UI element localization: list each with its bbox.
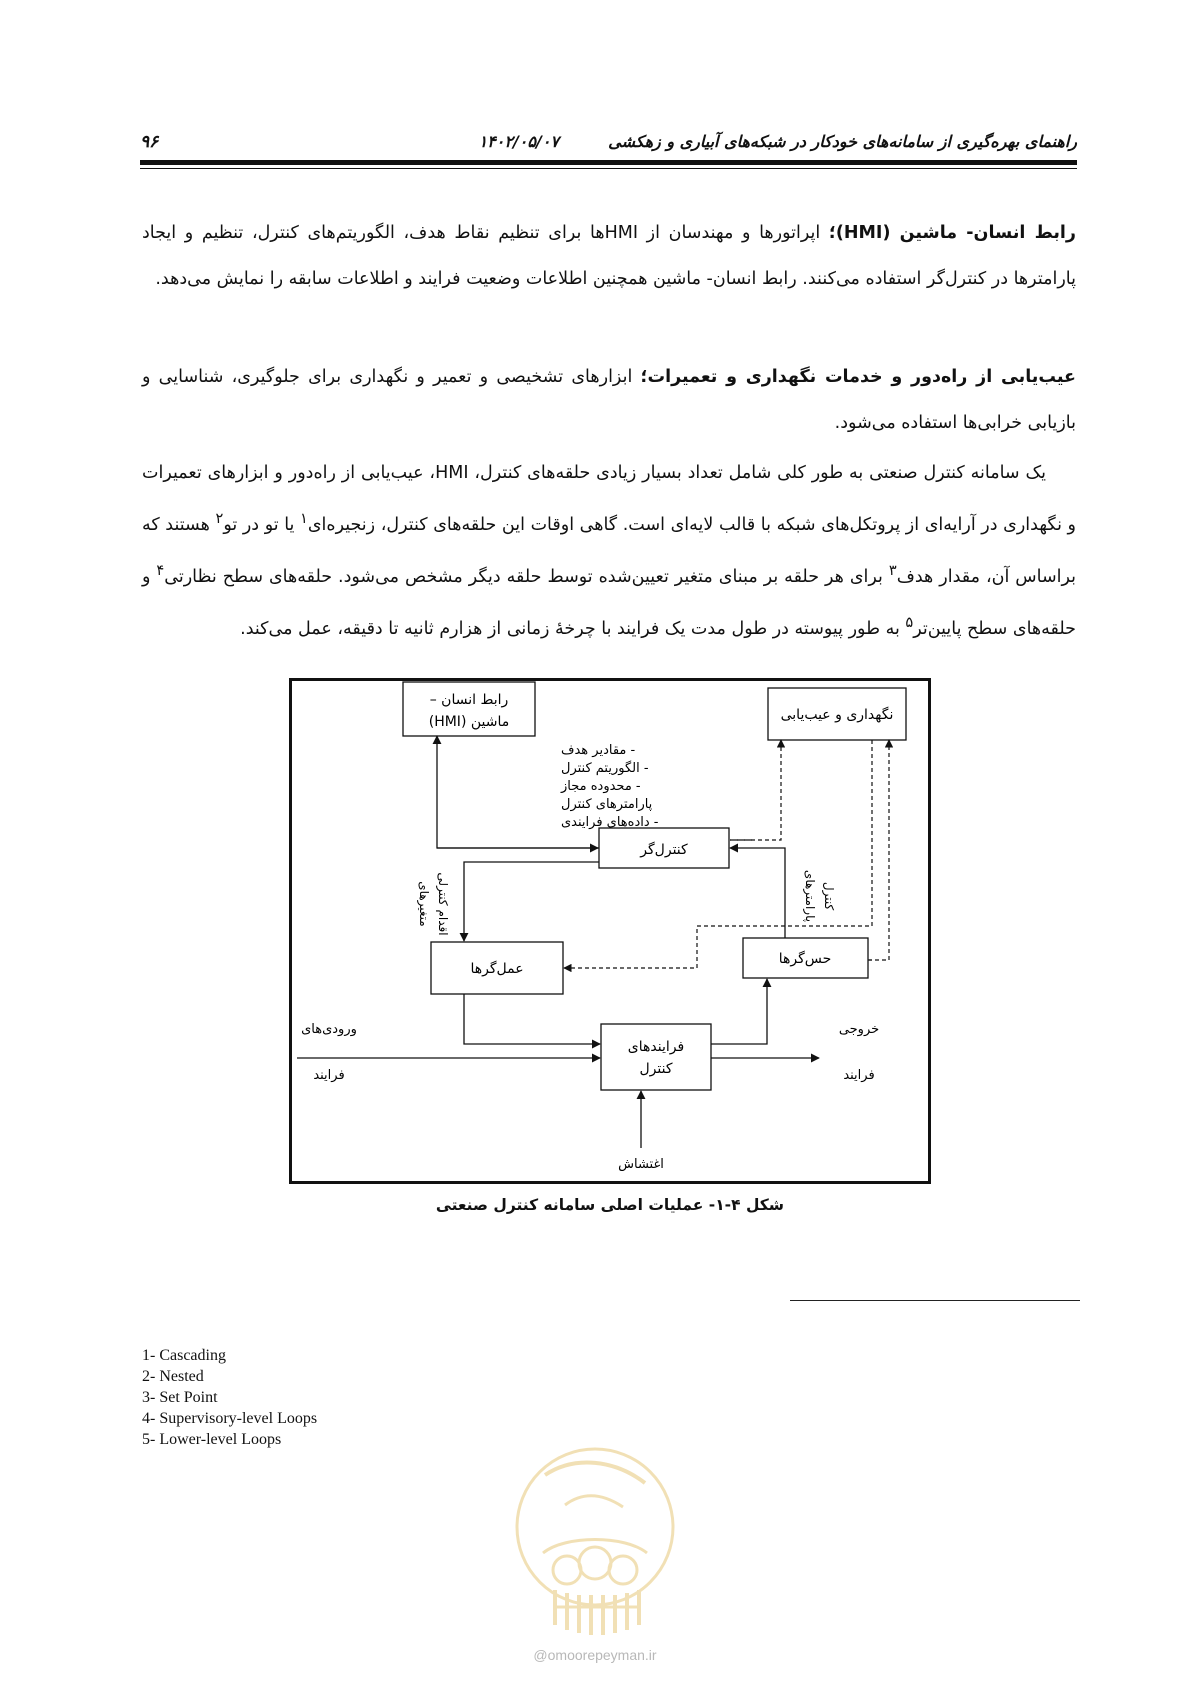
term-remote-diagnostics: عیب‌یابی از راه‌دور و خدمات نگهداری و تعمیرات؛ bbox=[640, 367, 1076, 387]
sensors-box bbox=[743, 938, 868, 978]
footnote-ref-5[interactable]: ۵ bbox=[905, 613, 914, 631]
term-hmi: رابط انسان- ماشین (HMI)؛ bbox=[828, 223, 1076, 243]
footnote-item: 2- Nested bbox=[142, 1368, 204, 1385]
process-box bbox=[601, 1024, 711, 1090]
paragraph-text: به طور پیوسته در طول مدت یک فرایند با چرخهٔ زمانی از هزارم ثانیه تا دقیقه، عمل می‌کند. bbox=[240, 618, 906, 639]
paragraph-text: یا تو در تو bbox=[223, 514, 300, 535]
paragraph-hmi-text: اپراتورها و مهندسان از HMIها برای تنظیم نقاط هدف، الگوریتم‌های کنترل، تنظیم و ایجاد پارامترها در کنترل‌گر استفاده می‌کنند. رابط انسان- ماشین همچنین اطلاعات وضعیت فرایند و اطلاعات سابقه را نمایش می‌دهد. bbox=[142, 223, 1076, 289]
footnote-ref-1[interactable]: ۱ bbox=[300, 510, 308, 527]
disturbance-label: اغتشاش bbox=[618, 1157, 664, 1172]
footnotes-list bbox=[142, 1345, 317, 1450]
footnote-ref-4[interactable]: ۴ bbox=[156, 561, 165, 579]
watermark-url: @omoorepeyman.ir bbox=[533, 1647, 657, 1663]
maintenance-label: نگهداری و عیب‌یابی bbox=[780, 707, 894, 723]
paragraph-remote-diagnostics-text: ابزارهای تشخیصی و تعمیر و نگهداری برای جلوگیری، شناسایی و بازیابی خرابی‌ها استفاده می‌شود. bbox=[142, 367, 1076, 433]
paragraph-text: و حلقه‌های سطح پایین‌تر bbox=[142, 566, 1076, 639]
hmi-box bbox=[403, 682, 535, 736]
footnote-item: 3- Set Point bbox=[142, 1389, 218, 1406]
sensors-label: حس‌گرها bbox=[778, 951, 832, 967]
footnote-item: 1- Cascading bbox=[142, 1347, 226, 1364]
footnote-ref-3[interactable]: ۳ bbox=[888, 561, 897, 579]
list-item: - الگوریتم کنترل bbox=[561, 761, 649, 776]
list-item: - داده‌های فرایندی bbox=[561, 815, 659, 830]
hmi-label: رابط انسان – bbox=[429, 692, 509, 708]
outputs-label: خروجی bbox=[838, 1022, 880, 1037]
figure-caption: شکل ۴-۱- عملیات اصلی سامانه کنترل صنعتی bbox=[435, 1196, 785, 1214]
process-label-2: کنترل bbox=[639, 1061, 673, 1077]
paragraph-text: یک سامانه کنترل صنعتی به طور کلی شامل تعداد بسیار زیادی حلقه‌های کنترل، HMI، عیب‌یابی از راه‌دور و ابزارهای تعمیرات و نگهداری در آرایه‌ای از پروتکل‌های شبکه با قالب لایه‌ای است. گاهی اوقات این حلقه‌های کنترل، زنجیره‌ای bbox=[142, 463, 1076, 535]
header-date: ۱۴۰۲/۰۵/۰۷ bbox=[478, 132, 559, 151]
inputs-label-2: فرایند bbox=[313, 1068, 345, 1083]
manipulated-variables-text: متغیرهای bbox=[417, 881, 431, 927]
paragraph-text: هستند که براساس آن، مقدار هدف bbox=[142, 514, 1077, 587]
footnote-separator bbox=[790, 1300, 1080, 1301]
header-rule bbox=[140, 160, 1077, 165]
maintenance-box bbox=[768, 688, 906, 740]
header-rule-thin bbox=[140, 168, 1077, 169]
controller-box bbox=[599, 828, 729, 868]
list-item: - مقادیر هدف bbox=[561, 743, 636, 758]
page-number: ۹۶ bbox=[140, 132, 159, 152]
paragraph-ics-overview bbox=[142, 450, 1076, 651]
paragraph-remote-diagnostics bbox=[142, 354, 1076, 446]
control-parameters-text: پارامترهای bbox=[803, 869, 817, 923]
manipulated-variables-text-2: اقدام کنترلی bbox=[436, 872, 450, 936]
list-item: پارامترهای کنترل bbox=[561, 797, 653, 812]
hmi-label-2: ماشین (HMI) bbox=[428, 714, 510, 730]
footnote-item: 4- Supervisory-level Loops bbox=[142, 1410, 318, 1427]
process-label: فرایندهای bbox=[627, 1039, 685, 1055]
controller-label: کنترل‌گر bbox=[640, 842, 688, 858]
running-title bbox=[479, 132, 1077, 151]
paragraph-text: برای هر حلقه بر مبنای متغیر تعیین‌شده توسط حلقه دیگر مشخص می‌شود. حلقه‌های سطح نظارتی bbox=[164, 566, 889, 587]
header-title: راهنمای بهره‌گیری از سامانه‌های خودکار در شبکه‌های آبیاری و زهکشی bbox=[608, 132, 1077, 151]
footnote-item: 5- Lower-level Loops bbox=[142, 1431, 282, 1448]
actuators-box bbox=[431, 942, 563, 994]
paragraph-hmi bbox=[142, 210, 1076, 302]
footnote-ref-2[interactable]: ۲ bbox=[215, 510, 224, 527]
inputs-label: ورودی‌های bbox=[301, 1022, 357, 1037]
control-parameters-text-2: کنترل bbox=[822, 881, 836, 911]
outputs-label-2: فرایند bbox=[843, 1068, 875, 1083]
actuators-label: عمل‌گرها bbox=[470, 961, 524, 977]
list-item: - محدوده مجاز bbox=[561, 779, 641, 794]
ics-diagram bbox=[289, 678, 931, 1184]
watermark-logo bbox=[505, 1435, 685, 1640]
